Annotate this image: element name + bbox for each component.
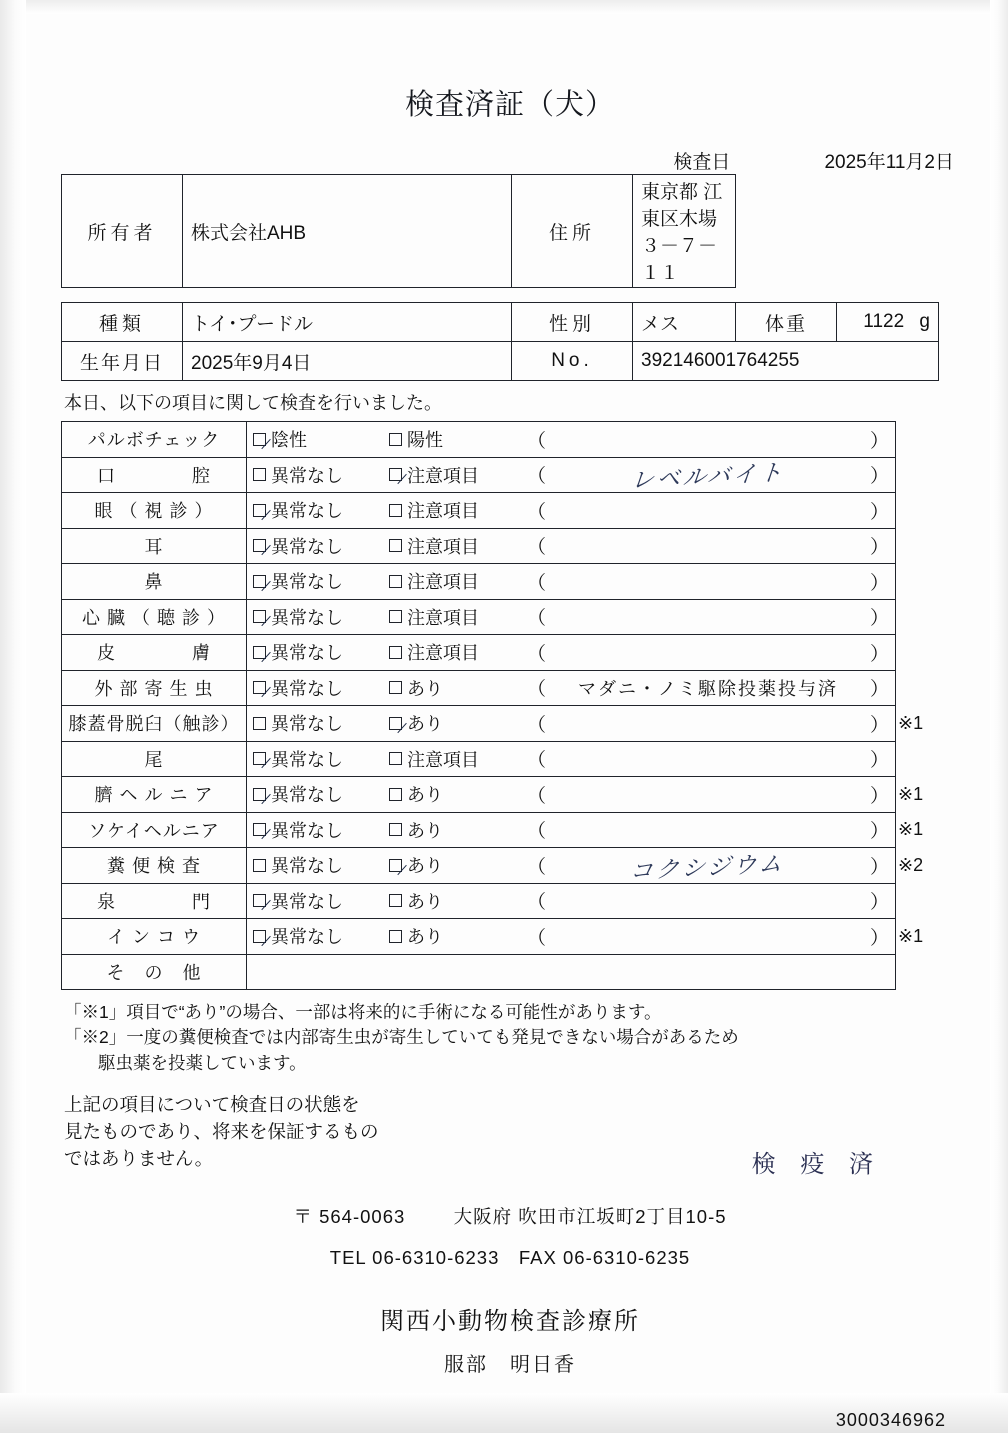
checkbox-icon[interactable] bbox=[389, 788, 402, 801]
option-1[interactable] bbox=[247, 919, 384, 955]
comment-text bbox=[546, 458, 870, 495]
no-label: No. bbox=[512, 342, 633, 381]
birth-value: 2025年9月4日 bbox=[183, 342, 512, 381]
option-2[interactable] bbox=[383, 635, 521, 671]
footnote-mark bbox=[896, 670, 939, 706]
comment-cell[interactable] bbox=[521, 706, 896, 742]
option-label: 陽性 bbox=[407, 430, 443, 451]
scan-edge-right bbox=[990, 0, 1008, 1433]
option-label: あり bbox=[407, 785, 443, 806]
option-label: あり bbox=[407, 927, 443, 948]
checkbox-checked-icon[interactable] bbox=[253, 930, 266, 943]
footnote-mark bbox=[896, 528, 939, 564]
paren-close: ） bbox=[869, 501, 889, 523]
option-label: 異常なし bbox=[271, 891, 343, 912]
weight-value-cell bbox=[837, 303, 939, 342]
checkbox-checked-icon[interactable] bbox=[253, 752, 266, 765]
comment-cell[interactable] bbox=[521, 564, 896, 600]
option-2[interactable] bbox=[383, 848, 521, 884]
clinic-block bbox=[60, 1199, 960, 1385]
address-value: 東京都 江東区木場３－７－１１ bbox=[633, 175, 736, 288]
table-row bbox=[62, 670, 939, 706]
checkbox-icon[interactable] bbox=[253, 468, 266, 481]
table-row bbox=[62, 457, 939, 493]
table-row bbox=[62, 175, 939, 288]
option-1[interactable] bbox=[247, 493, 384, 529]
item-label: 臍 ヘ ル ニ ア bbox=[62, 777, 247, 813]
paren-close: ） bbox=[869, 714, 889, 736]
table-row bbox=[62, 564, 939, 600]
checkbox-checked-icon[interactable] bbox=[253, 504, 266, 517]
checkbox-icon[interactable] bbox=[389, 575, 402, 588]
option-2[interactable] bbox=[383, 493, 521, 529]
table-row bbox=[62, 848, 939, 884]
paren-close: ） bbox=[869, 466, 889, 488]
paren-open: （ bbox=[527, 466, 547, 488]
option-2[interactable] bbox=[383, 812, 521, 848]
owner-label: 所有者 bbox=[62, 175, 183, 288]
item-label: 心 臓 （ 聴 診 ） bbox=[62, 599, 247, 635]
quarantine-stamp: 検 疫 済 bbox=[751, 1151, 882, 1179]
checkbox-checked-icon[interactable] bbox=[253, 681, 266, 694]
table-row bbox=[62, 493, 939, 529]
checkbox-checked-icon[interactable] bbox=[253, 433, 266, 446]
paren-open: （ bbox=[527, 537, 547, 559]
option-label: あり bbox=[407, 891, 443, 912]
paren-close: ） bbox=[869, 892, 889, 914]
item-label: 膝蓋骨脱臼（触診） bbox=[62, 706, 247, 742]
weight-unit: g bbox=[919, 311, 930, 332]
option-label: 異常なし bbox=[271, 856, 343, 877]
footnote-mark bbox=[896, 422, 939, 458]
paren-close: ） bbox=[869, 537, 889, 559]
item-label: 糞 便 検 査 bbox=[62, 848, 247, 884]
footnote-1: 「※1」項目で“あり”の場合、一部は将来的に手術になる可能性があります。 bbox=[64, 1002, 662, 1022]
item-label: 外 部 寄 生 虫 bbox=[62, 670, 247, 706]
option-label: 異常なし bbox=[271, 820, 343, 841]
item-label: イ ン コ ウ bbox=[62, 919, 247, 955]
option-label: あり bbox=[407, 714, 443, 735]
comment-cell[interactable] bbox=[521, 812, 896, 848]
serial-number: 3000346962 bbox=[835, 1410, 946, 1431]
checkbox-icon[interactable] bbox=[389, 681, 402, 694]
option-2[interactable] bbox=[383, 741, 521, 777]
paren-close: ） bbox=[869, 750, 889, 772]
paren-open: （ bbox=[527, 927, 547, 949]
footnote-mark: ※2 bbox=[898, 854, 924, 875]
table-row bbox=[62, 954, 939, 990]
checkbox-checked-icon[interactable] bbox=[253, 539, 266, 552]
paren-open: （ bbox=[527, 714, 547, 736]
checkbox-icon[interactable] bbox=[389, 433, 402, 446]
table-row bbox=[62, 812, 939, 848]
option-2[interactable] bbox=[383, 670, 521, 706]
table-row bbox=[62, 741, 939, 777]
checkbox-checked-icon[interactable] bbox=[389, 717, 402, 730]
item-label: 泉 門 bbox=[62, 883, 247, 919]
option-1[interactable] bbox=[247, 528, 384, 564]
exam-date-value: 2025年11月2日 bbox=[824, 152, 954, 173]
option-label: 異常なし bbox=[271, 607, 343, 628]
checkbox-icon[interactable] bbox=[389, 930, 402, 943]
item-label: そ の 他 bbox=[62, 954, 247, 990]
weight-label: 体重 bbox=[736, 303, 837, 342]
footnote-mark bbox=[896, 599, 939, 635]
option-label: 注意項目 bbox=[407, 465, 479, 486]
paren-close: ） bbox=[869, 430, 889, 452]
paren-close: ） bbox=[869, 821, 889, 843]
table-row bbox=[62, 883, 939, 919]
comment-cell[interactable] bbox=[521, 741, 896, 777]
exam-date-label: 検査日 bbox=[673, 152, 731, 173]
paren-open: （ bbox=[527, 750, 547, 772]
option-label: 異常なし bbox=[271, 749, 343, 770]
footnote-mark bbox=[896, 954, 939, 990]
option-1[interactable] bbox=[247, 777, 384, 813]
footnote-mark bbox=[896, 635, 939, 671]
checkbox-checked-icon[interactable] bbox=[253, 646, 266, 659]
option-1[interactable] bbox=[247, 457, 384, 493]
table-row bbox=[62, 919, 939, 955]
paren-open: （ bbox=[527, 608, 547, 630]
paren-open: （ bbox=[527, 856, 547, 878]
comment-cell[interactable] bbox=[521, 670, 896, 706]
checkbox-icon[interactable] bbox=[389, 539, 402, 552]
option-label: 陰性 bbox=[271, 430, 307, 451]
option-1[interactable] bbox=[247, 635, 384, 671]
checkbox-icon[interactable] bbox=[389, 894, 402, 907]
paren-open: （ bbox=[527, 785, 547, 807]
option-label: あり bbox=[407, 678, 443, 699]
table-row bbox=[62, 777, 939, 813]
checkbox-checked-icon[interactable] bbox=[253, 610, 266, 623]
option-2[interactable] bbox=[383, 599, 521, 635]
checkbox-checked-icon[interactable] bbox=[253, 823, 266, 836]
option-1[interactable] bbox=[247, 706, 384, 742]
owner-value: 株式会社AHB bbox=[183, 175, 512, 288]
page-title: 検査済証（犬） bbox=[404, 89, 615, 121]
checkbox-icon[interactable] bbox=[389, 610, 402, 623]
breed-value: トイ･プードル bbox=[183, 303, 512, 342]
weight-value: 1122 bbox=[863, 311, 905, 332]
clinic-name: 関西小動物検査診療所 bbox=[380, 1307, 640, 1335]
option-label: 異常なし bbox=[271, 643, 343, 664]
paren-open: （ bbox=[527, 892, 547, 914]
sex-label: 性別 bbox=[512, 303, 633, 342]
table-row bbox=[62, 342, 939, 381]
option-2[interactable] bbox=[383, 919, 521, 955]
scan-edge-left bbox=[0, 0, 26, 1433]
breed-label: 種類 bbox=[62, 303, 183, 342]
clinic-postal: 〒 564-0063 bbox=[293, 1205, 406, 1227]
disclaimer-line: ではありません。 bbox=[64, 1147, 214, 1169]
checkbox-checked-icon[interactable] bbox=[389, 468, 402, 481]
birth-label: 生年月日 bbox=[62, 342, 183, 381]
option-1[interactable] bbox=[247, 741, 384, 777]
footnote-mark bbox=[896, 564, 939, 600]
handwritten-note: レベルバイト bbox=[629, 460, 787, 495]
checkbox-checked-icon[interactable] bbox=[389, 859, 402, 872]
inspection-items-table bbox=[61, 421, 939, 990]
item-label: 耳 bbox=[62, 528, 247, 564]
sex-value: メス bbox=[633, 303, 736, 342]
footnote-mark bbox=[896, 457, 939, 493]
option-label: 異常なし bbox=[271, 785, 343, 806]
other-field[interactable] bbox=[247, 954, 896, 990]
address-label: 住所 bbox=[512, 175, 633, 288]
comment-cell[interactable] bbox=[521, 457, 896, 493]
item-label: ソケイヘルニア bbox=[62, 812, 247, 848]
comment-cell[interactable] bbox=[521, 599, 896, 635]
paren-close: ） bbox=[869, 679, 889, 701]
comment-cell[interactable] bbox=[521, 422, 896, 458]
comment-cell[interactable] bbox=[521, 635, 896, 671]
footnote-mark: ※1 bbox=[898, 925, 924, 946]
table-row bbox=[62, 635, 939, 671]
paren-close: ） bbox=[869, 856, 889, 878]
checkbox-icon[interactable] bbox=[389, 646, 402, 659]
option-label: 異常なし bbox=[271, 536, 343, 557]
footnote-mark: ※1 bbox=[898, 819, 924, 840]
option-label: 異常なし bbox=[271, 714, 343, 735]
exam-date-row bbox=[60, 147, 960, 174]
document-content bbox=[60, 0, 960, 1431]
footnotes bbox=[64, 1000, 960, 1076]
paren-close: ） bbox=[869, 572, 889, 594]
footnote-mark bbox=[896, 741, 939, 777]
comment-text: マダニ・ノミ駆除投薬投与済 bbox=[578, 678, 838, 699]
option-label: あり bbox=[407, 820, 443, 841]
comment-cell[interactable] bbox=[521, 777, 896, 813]
option-label: 注意項目 bbox=[407, 536, 479, 557]
info-table bbox=[61, 174, 939, 381]
disclaimer-text bbox=[64, 1092, 464, 1172]
bottom-area bbox=[60, 1092, 960, 1431]
table-row bbox=[62, 303, 939, 342]
item-label: 口 腔 bbox=[62, 457, 247, 493]
comment-text bbox=[546, 849, 870, 885]
paren-open: （ bbox=[527, 572, 547, 594]
disclaimer-line: 上記の項目について検査日の状態を bbox=[64, 1094, 360, 1116]
footnote-mark bbox=[896, 883, 939, 919]
paren-close: ） bbox=[869, 643, 889, 665]
table-spacer-row bbox=[62, 288, 939, 303]
handwritten-note: コクシジウム bbox=[629, 850, 787, 885]
item-label: 鼻 bbox=[62, 564, 247, 600]
option-2[interactable] bbox=[383, 706, 521, 742]
clinic-person: 服部 明日香 bbox=[444, 1354, 576, 1377]
footnote-3: 駆虫薬を投薬しています。 bbox=[98, 1052, 307, 1073]
table-row bbox=[62, 528, 939, 564]
paren-open: （ bbox=[527, 643, 547, 665]
paren-open: （ bbox=[527, 679, 547, 701]
option-1[interactable] bbox=[247, 564, 384, 600]
clinic-tel: TEL 06-6310-6233 FAX 06-6310-6235 bbox=[329, 1246, 691, 1268]
option-label: 注意項目 bbox=[407, 572, 479, 593]
option-1[interactable] bbox=[247, 812, 384, 848]
option-label: あり bbox=[407, 856, 443, 877]
paren-open: （ bbox=[527, 501, 547, 523]
table-row bbox=[62, 599, 939, 635]
checkbox-icon[interactable] bbox=[389, 504, 402, 517]
comment-cell[interactable] bbox=[521, 528, 896, 564]
option-label: 異常なし bbox=[271, 678, 343, 699]
clinic-address-line bbox=[60, 1199, 960, 1234]
checkbox-checked-icon[interactable] bbox=[253, 575, 266, 588]
option-1[interactable] bbox=[247, 599, 384, 635]
checkbox-icon[interactable] bbox=[389, 823, 402, 836]
option-2[interactable] bbox=[383, 777, 521, 813]
disclaimer-line: 見たものであり、将来を保証するもの bbox=[64, 1120, 379, 1142]
checkbox-checked-icon[interactable] bbox=[253, 894, 266, 907]
comment-cell[interactable] bbox=[521, 493, 896, 529]
option-label: 注意項目 bbox=[407, 607, 479, 628]
item-label: 尾 bbox=[62, 741, 247, 777]
table-row bbox=[62, 422, 939, 458]
paren-close: ） bbox=[869, 608, 889, 630]
option-label: 異常なし bbox=[271, 465, 343, 486]
comment-cell[interactable] bbox=[521, 848, 896, 884]
item-label: 皮 膚 bbox=[62, 635, 247, 671]
option-2[interactable] bbox=[383, 564, 521, 600]
item-label: 眼 （ 視 診 ） bbox=[62, 493, 247, 529]
clinic-address: 大阪府 吹田市江坂町2丁目10-5 bbox=[453, 1205, 727, 1227]
paren-close: ） bbox=[869, 927, 889, 949]
option-2[interactable] bbox=[383, 883, 521, 919]
footnote-2: 「※2」一度の糞便検査では内部寄生虫が寄生していても発見できない場合があるため bbox=[64, 1027, 739, 1048]
comment-cell[interactable] bbox=[521, 883, 896, 919]
intro-note: 本日、以下の項目に関して検査を行いました。 bbox=[64, 393, 442, 413]
checkbox-checked-icon[interactable] bbox=[253, 788, 266, 801]
paren-close: ） bbox=[869, 785, 889, 807]
option-label: 異常なし bbox=[271, 572, 343, 593]
footnote-mark: ※1 bbox=[898, 712, 924, 733]
option-2[interactable] bbox=[383, 528, 521, 564]
comment-cell[interactable] bbox=[521, 919, 896, 955]
table-row bbox=[62, 706, 939, 742]
checkbox-icon[interactable] bbox=[253, 859, 266, 872]
footnote-mark bbox=[896, 493, 939, 529]
option-1[interactable] bbox=[247, 422, 384, 458]
checkbox-icon[interactable] bbox=[389, 752, 402, 765]
option-1[interactable] bbox=[247, 848, 384, 884]
option-2[interactable] bbox=[383, 422, 521, 458]
option-label: 注意項目 bbox=[407, 643, 479, 664]
option-1[interactable] bbox=[247, 883, 384, 919]
item-label: パルボチェック bbox=[62, 422, 247, 458]
option-label: 注意項目 bbox=[407, 749, 479, 770]
option-1[interactable] bbox=[247, 670, 384, 706]
option-2[interactable] bbox=[383, 457, 521, 493]
checkbox-icon[interactable] bbox=[253, 717, 266, 730]
footnote-mark: ※1 bbox=[898, 783, 924, 804]
option-label: 注意項目 bbox=[407, 501, 479, 522]
paren-open: （ bbox=[527, 430, 547, 452]
no-value: 392146001764255 bbox=[633, 342, 939, 381]
option-label: 異常なし bbox=[271, 927, 343, 948]
option-label: 異常なし bbox=[271, 501, 343, 522]
paren-open: （ bbox=[527, 821, 547, 843]
